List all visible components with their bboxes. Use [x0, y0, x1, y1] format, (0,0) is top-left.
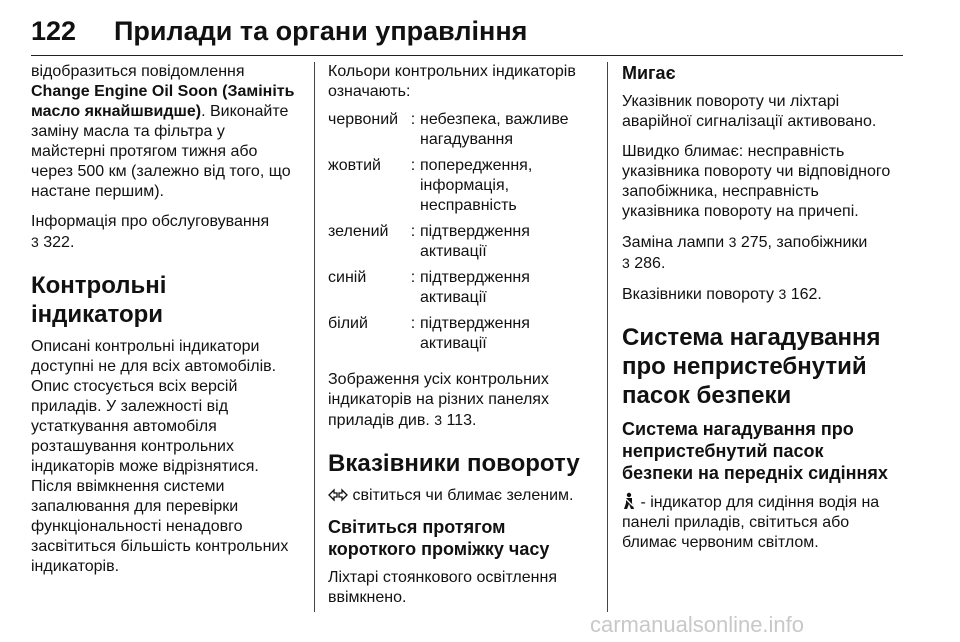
column-2 — [328, 62, 598, 618]
seatbelt-paragraph: - індикатор для сидіння водія на панелі приладів, світиться або блимає червоним світлом. — [622, 494, 880, 551]
turn-signal-paragraph: світиться чи блимає зеленим. — [328, 486, 598, 506]
oil-message: Change Engine Oil Soon (Замініть масло якнайшвидше) — [31, 83, 295, 120]
flashing-paragraph: Указівник повороту чи ліхтарі аварійної сигналізації активовано. — [622, 93, 877, 130]
images-paragraph: Зображення усіх контрольних індикаторів на різних панелях приладів див. 3 113. — [328, 371, 549, 429]
page-header — [31, 14, 903, 54]
color-meaning: підтвердження активації — [420, 223, 530, 260]
color-meaning: підтвердження активації — [420, 269, 530, 306]
page-ref-icon: 3 — [622, 255, 630, 271]
page-ref-icon: 3 — [434, 412, 443, 428]
indicators-paragraph: Описані контрольні індикатори доступні не для всіх автомобілів. Опис стосується всіх версій приладів. У залежності від устаткування автомобіля розташування контрольних індикаторів може відрізнятися. Після ввімкнення системи запалювання для перевірки функціональності ненадовго засвітиться більшість контрольних індикаторів. — [31, 338, 289, 575]
table-row: зелений : підтвердження активації — [328, 222, 598, 268]
color-meaning: небезпека, важливе нагадування — [420, 111, 569, 148]
color-name: жовтий — [328, 157, 381, 174]
subheading-front-seatbelt: Система нагадування про непристебнутий пасок безпеки на передніх сидіннях — [622, 419, 888, 483]
bulb-replacement-paragraph: Заміна лампи 3 275, запобіжники 3 286. — [622, 234, 868, 272]
seatbelt-icon — [622, 492, 636, 510]
column-divider-1 — [314, 62, 315, 612]
column-3 — [622, 62, 892, 563]
table-row: червоний : небезпека, важливе нагадування — [328, 110, 598, 156]
page-ref-link[interactable]: 322. — [43, 234, 75, 251]
turn-signal-icon — [328, 487, 348, 503]
color-name: синій — [328, 269, 367, 286]
color-meaning: попередження, інформація, несправність — [420, 157, 533, 214]
color-name: білий — [328, 315, 368, 332]
page-ref-icon: 3 — [31, 234, 39, 250]
subheading-flashing: Мигає — [622, 63, 676, 83]
section-heading-seatbelt: Система нагадування про непристебнутий пасок безпеки — [622, 324, 881, 409]
colors-intro: Кольори контрольних індикаторів означають: — [328, 63, 576, 100]
table-row: білий : підтвердження активації — [328, 314, 598, 360]
page-ref-icon: 3 — [778, 286, 787, 302]
watermark: carmanualsonline.info — [590, 612, 805, 637]
subheading-short-light: Світиться протягом короткого проміжку часу — [328, 517, 550, 559]
column-divider-2 — [607, 62, 608, 612]
page-ref-link[interactable]: 113. — [446, 412, 477, 429]
fast-flash-paragraph: Швидко блимає: несправність указівника повороту чи відповідного запобіжника, несправність указівника повороту на причепі. — [622, 143, 891, 220]
header-rule — [31, 55, 903, 56]
color-name: червоний — [328, 111, 399, 128]
page-number: 122 — [31, 16, 77, 46]
service-info-paragraph: Інформація про обслуговування 3 322. — [31, 213, 270, 251]
table-row: жовтий : попередження, інформація, несправність — [328, 156, 598, 222]
page-ref-link[interactable]: 286. — [634, 255, 666, 272]
color-name: зелений — [328, 223, 389, 240]
page-title: Прилади та органи управління — [114, 16, 528, 46]
table-row: синій : підтвердження активації — [328, 268, 598, 314]
page-ref-icon: 3 — [728, 234, 737, 250]
turn-signals-ref-paragraph: Вказівники повороту 3 162. — [622, 286, 822, 303]
color-meaning-table — [328, 110, 598, 360]
section-heading-indicators: Контрольні індикатори — [31, 272, 167, 328]
parking-lights-paragraph: Ліхтарі стоянкового освітлення ввімкнено. — [328, 569, 557, 606]
page-ref-link[interactable]: 162. — [790, 286, 822, 303]
column-1 — [31, 62, 301, 587]
oil-change-paragraph: відобразиться повідомлення Change Engine Oil Soon (Замініть масло якнайшвидше). Виконайте заміну масла та фільтра у майстерні протягом тижня або через 500 км (залежно від того, що настане першим). — [31, 63, 295, 200]
page-ref-link[interactable]: 275, запобіжники — [740, 234, 868, 251]
section-heading-turn-signals: Вказівники повороту — [328, 450, 580, 477]
color-meaning: підтвердження активації — [420, 315, 530, 352]
